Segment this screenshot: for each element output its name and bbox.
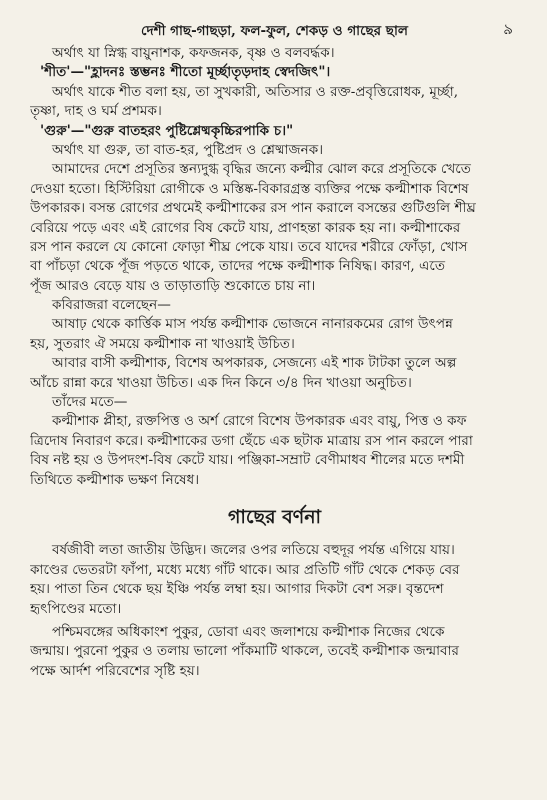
text-line: অর্থাৎ যা গুরু, তা বাত-হর, পুষ্টিপ্রদ ও শ্লেষ্মাজনক। <box>52 141 324 158</box>
page-number: ৯ <box>503 20 513 38</box>
body-text <box>30 44 519 681</box>
running-title: দেশী গাছ-গাছড়া, ফল-ফুল, শেকড় ও গাছের ছাল <box>141 23 408 39</box>
text-line: আঁচে রান্না করে খাওয়া উচিত। এক দিন কিনে ৩/৪ দিন খাওয়া অনুচিত। <box>30 374 412 391</box>
text-line: আমাদের দেশে প্রসূতির স্তন্যদুগ্ধ বৃদ্ধির জন্যে কল্মীর ঝোল করে প্রসূতিকে খেতে <box>52 161 471 178</box>
text-line: কাণ্ডের ভেতরটা ফাঁপা, মধ্যে মধ্যে গাঁট থাকে। আর প্রতিটি গাঁট থেকে শেকড় বের <box>30 561 460 578</box>
text-line: উপকারক। বসন্ত রোগের প্রথমেই কল্মীশাকের রস পান করালে বসন্তের গুটিগুলি শীঘ্র <box>30 200 476 217</box>
text-line: বর্ষজীবী লতা জাতীয় উদ্ভিদ। জলের ওপর লতিয়ে বহুদূর পর্যন্ত এগিয়ে যায়। <box>52 542 455 559</box>
text-line: হয়। পাতা তিন থেকে ছয় ইঞ্চি পর্যন্ত লম্বা হয়। আগার দিকটা বেশ সরু। বৃন্তদেশ <box>30 581 444 598</box>
text-line: অর্থাৎ যা স্নিগ্ধ বায়ুনাশক, কফজনক, বৃষ্ণ ও বলবর্দ্ধক। <box>52 45 335 61</box>
text-line: রস পান করলে যে কোনো ফোড়া শীঘ্র পেকে যায়। তবে যাদের শরীরে ফোঁড়া, খোস <box>30 238 468 255</box>
text-line: পশ্চিমবঙ্গের অধিকাংশ পুকুর, ডোবা এবং জলাশয়ে কল্মীশাক নিজের থেকে <box>52 623 445 640</box>
quote-line: 'গুরু'—"গুরু বাতহরং পুষ্টিশ্লেষ্মকৃচ্চিরপাকি চ।" <box>40 122 294 139</box>
text-line: পূঁজ আরও বেড়ে যায় ও তাড়াতাড়ি শুকোতে চায় না। <box>30 277 316 294</box>
text-line: তাঁদের মতে— <box>52 394 128 411</box>
text-line: ত্রিদোষ নিবারণ করে। কল্মীশাকের ডগা ছেঁচে এক ছটাক মাত্রায় রস পান করলে পারা <box>30 432 473 449</box>
quote-line: 'শীত'—"হ্লাদনঃ স্তম্ভনঃ শীতো মূর্চ্ছাতৃড়দাহ স্বেদজিৎ"। <box>40 64 331 81</box>
text-line: দেওয়া হতো। হিস্টিরিয়া রোগীকে ও মস্তিষ্ক-বিকারগ্রস্ত ব্যক্তির পক্ষে কল্মীশাক বিশেষ <box>30 180 469 197</box>
text-line: আষাঢ় থেকে কার্ত্তিক মাস পর্যন্ত কল্মীশাক ভোজনে নানারকমের রোগ উৎপন্ন <box>52 316 453 333</box>
text-line: হৃৎপিণ্ডের মতো। <box>30 600 122 617</box>
text-line: কবিরাজরা বলেছেন— <box>52 297 171 314</box>
text-line: অর্থাৎ যাকে শীত বলা হয়, তা সুখকারী, অতিসার ও রক্ত-প্রবৃত্তিরোধক, মূর্চ্ছা, <box>52 83 459 100</box>
section-heading: গাছের বর্ণনা <box>227 505 322 528</box>
text-line: বা পাঁচড়া থেকে পূঁজ পড়তে থাকে, তাদের পক্ষে কল্মীশাক নিষিদ্ধ। কারণ, এতে <box>30 258 446 275</box>
text-line: তৃষ্ণা, দাহ ও ঘর্ম প্রশমক। <box>30 103 162 120</box>
text-line: বিষ নষ্ট হয় ও উপদংশ-বিষ কেটে যায়। পঞ্জিকা-সম্রাট বেণীমাধব শীলের মতে দশমী <box>30 452 465 469</box>
text-line: তিথিতে কল্মীশাক ভক্ষণ নিষেধ। <box>30 471 200 488</box>
text-line: আবার বাসী কল্মীশাক, বিশেষ অপকারক, সেজন্যে এই শাক টাটকা তুলে অল্প <box>52 355 457 372</box>
page-header <box>30 0 519 44</box>
text-line: জন্মায়। পুরনো পুকুর ও তলায় ভালো পাঁকমাটি থাকলে, তবেই কল্মীশাক জন্মাবার <box>30 643 460 660</box>
text-line: পক্ষে আর্দশ পরিবেশের সৃষ্টি হয়। <box>30 662 200 679</box>
text-line: হয়, সুতরাং ঐ সময়ে কল্মীশাক না খাওয়াই উচিত। <box>30 335 295 352</box>
text-line: কল্মীশাক প্লীহা, রক্তপিত্ত ও অর্শ রোগে বিশেষ উপকারক এবং বায়ু, পিত্ত ও কফ <box>52 413 467 430</box>
text-line: বেরিয়ে পড়ে এবং এই রোগের বিষ কেটে যায়, প্রাণহন্তা কারক হয় না। কল্মীশাকের <box>30 219 461 236</box>
